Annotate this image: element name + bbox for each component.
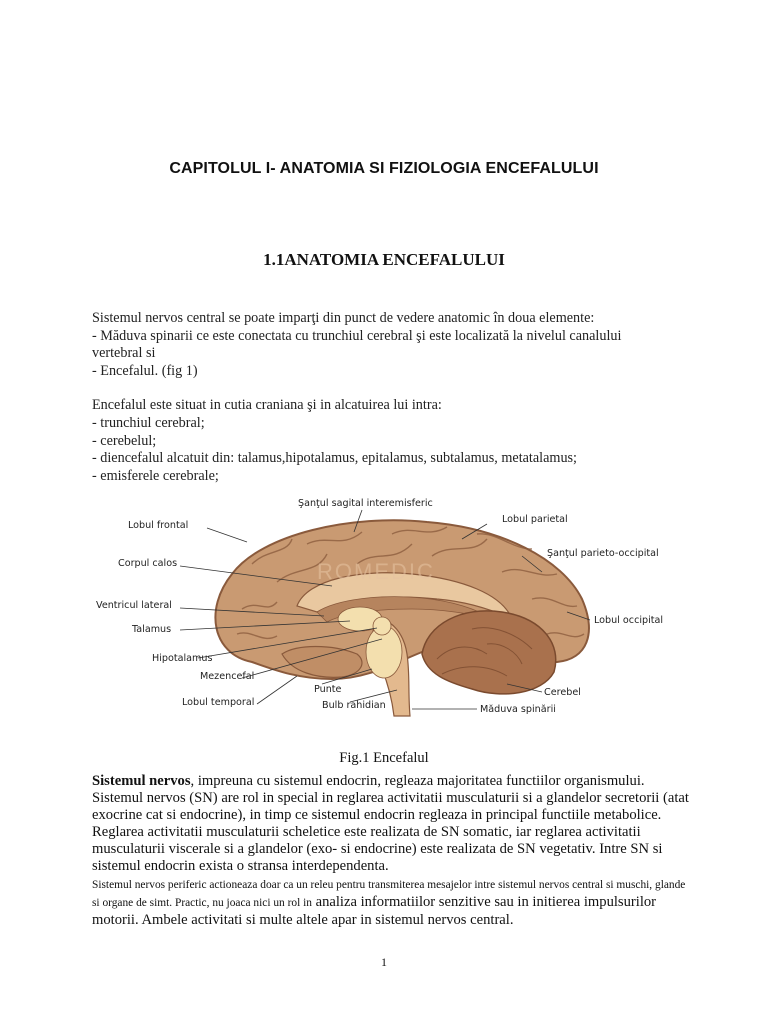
paragraph-small-text: Sistemul nervos periferic actioneaza doar ca un releu pentru transmiterea mesajelor intre sistemul nervos central si muschi, glande si organe de simt. Practic, nu joaca nici un rol in [92, 878, 686, 909]
list-intro: Encefalul este situat in cutia craniana şi in alcatuirea lui intra: [92, 397, 442, 414]
paragraph-text: , impreuna cu sistemul endocrin, regleaza majoritatea functiilor organismului. Sistemul nervos (SN) are rol in special in reglarea activitatii musculaturii si a glandelor secretorii (atat exocrine cat si endocrine), in timp ce sistemul endocrin regleaza in principal functiile metabolice. Reglarea activitatii musculaturii scheletice este realizata de SN somatic, iar reglarea activitatii musculaturii viscerale si a glandelor (exo- si endocrine) este realizata de SN vegetativ. Intre SN si sistemul endocrin exista o stransa interdependenta. [92, 773, 689, 875]
list-item: - cerebelul; [92, 432, 157, 449]
figure-caption: Fig.1 Encefalul [339, 750, 429, 766]
paragraph-text-end: analiza informatiilor senzitive sau in initierea impulsurilor motorii. Ambele activitati si multe altele apar in sistemul nervos central. [92, 893, 657, 928]
label-bulb-rahidian: Bulb rahidian [322, 700, 386, 711]
brain-diagram [92, 494, 682, 724]
label-cerebel: Cerebel [544, 687, 581, 698]
label-ventricul-lateral: Ventricul lateral [96, 600, 172, 611]
page-number: 1 [381, 955, 387, 969]
intro-line: vertebral si [92, 345, 156, 362]
intro-line: - Măduva spinarii ce este conectata cu trunchiul cerebral şi este localizată la nivelul canalului [92, 327, 622, 344]
label-mezencefal: Mezencefal [200, 671, 255, 682]
intro-line: - Encefalul. (fig 1) [92, 362, 198, 379]
section-title: 1.1ANATOMIA ENCEFALULUI [263, 250, 505, 269]
list-item: - diencefalul alcatuit din: talamus,hipotalamus, epitalamus, subtalamus, metatalamus; [92, 450, 578, 467]
label-maduva-spinarii: Măduva spinării [480, 704, 556, 715]
label-lobul-frontal: Lobul frontal [128, 520, 189, 531]
label-lobul-parietal: Lobul parietal [502, 514, 568, 525]
label-lobul-temporal: Lobul temporal [182, 697, 255, 708]
label-santul-sagital: Şanţul sagital interemisferic [298, 498, 433, 509]
intro-line: Sistemul nervos central se poate imparţi din punct de vedere anatomic în doua elemente: [92, 310, 595, 326]
chapter-title: CAPITOLUL I- ANATOMIA SI FIZIOLOGIA ENCEFALULUI [169, 160, 599, 177]
label-corpul-calos: Corpul calos [118, 558, 178, 569]
label-punte: Punte [314, 684, 342, 695]
hypothalamus-shape [373, 617, 391, 635]
label-hipotalamus: Hipotalamus [152, 653, 213, 664]
label-lobul-occipital: Lobul occipital [594, 615, 664, 626]
label-santul-parieto: Şanţul parieto-occipital [547, 548, 659, 559]
label-talamus: Talamus [132, 624, 172, 635]
list-item: - emisferele cerebrale; [92, 467, 219, 484]
list-item: - trunchiul cerebral; [92, 414, 205, 431]
bold-lead: Sistemul nervos [92, 773, 191, 789]
intro-text [92, 310, 692, 485]
brain-figure [92, 494, 682, 724]
body-paragraph [92, 773, 692, 929]
watermark: ROMEDIC [317, 559, 435, 584]
